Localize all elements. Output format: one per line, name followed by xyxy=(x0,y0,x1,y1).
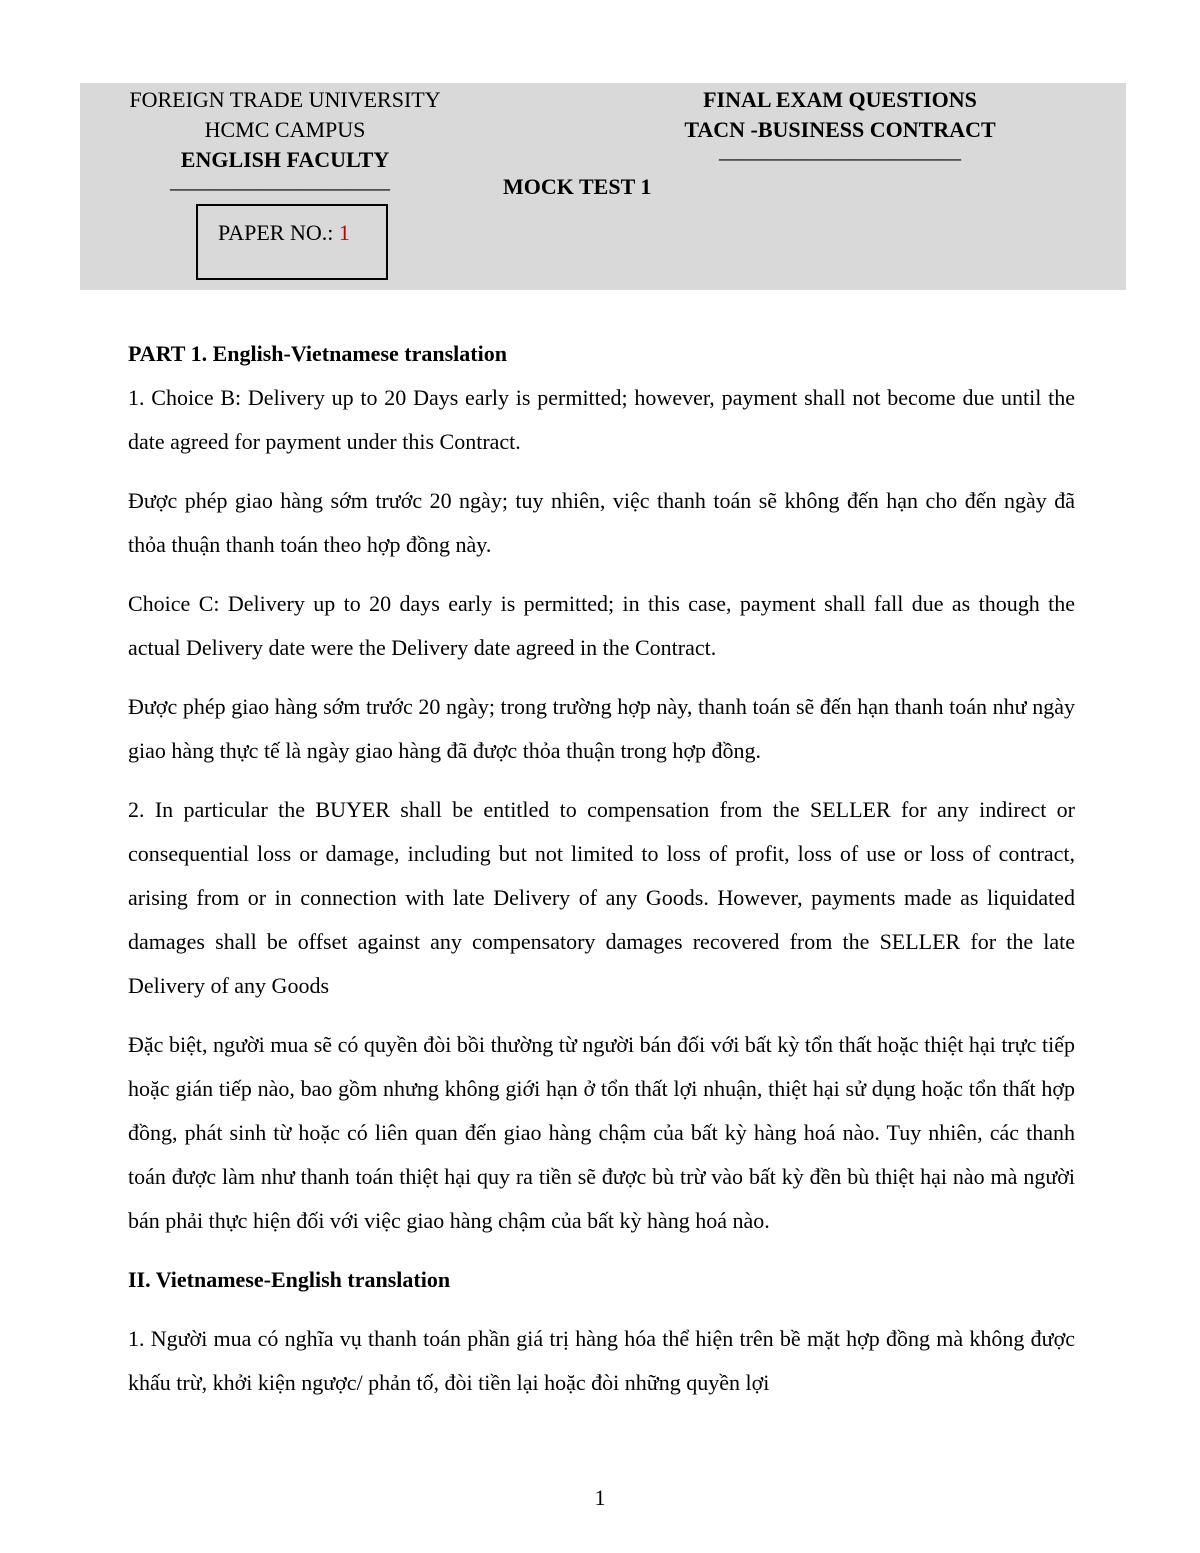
paper-number: 1 xyxy=(338,220,350,245)
exam-content xyxy=(128,332,1075,1405)
part1-q1-choice-c-en: Choice C: Delivery up to 20 days early is permitted; in this case, payment shall fall due as though the actual Delivery date were the Delivery date agreed in the Contract. xyxy=(128,591,1075,660)
part2-q1-vi: 1. Người mua có nghĩa vụ thanh toán phần giá trị hàng hóa thể hiện trên bề mặt hợp đồng mà không được khấu trừ, khởi kiện ngược/ phản tố, đòi tiền lại hoặc đòi những quyền lợi xyxy=(128,1326,1075,1395)
part1-heading: PART 1. English-Vietnamese translation xyxy=(128,341,507,366)
university-name: FOREIGN TRADE UNIVERSITY xyxy=(129,87,441,112)
page-number: 1 xyxy=(594,1485,606,1510)
part1-q2-en: 2. In particular the BUYER shall be entitled to compensation from the SELLER for any indirect or consequential loss or damage, including but not limited to loss of profit, loss of use or loss of contract, arising from or in connection with late Delivery of any Goods. However, payments made as liquidated damages shall be offset against any compensatory damages recovered from the SELLER for the late Delivery of any Goods xyxy=(128,797,1075,998)
paper-number-box xyxy=(196,204,388,280)
faculty-name: ENGLISH FACULTY xyxy=(180,147,390,172)
right-divider: ——————————— xyxy=(719,145,961,170)
part1-q1-choice-c-vi: Được phép giao hàng sớm trước 20 ngày; trong trường hợp này, thanh toán sẽ đến hạn thanh toán như ngày giao hàng thực tế là ngày giao hàng đã được thỏa thuận trong hợp đồng. xyxy=(128,694,1075,763)
left-divider: —————————— xyxy=(170,175,390,200)
part1-q1-choice-b-en: 1. Choice B: Delivery up to 20 Days early is permitted; however, payment shall not become due until the date agreed for payment under this Contract. xyxy=(128,385,1075,454)
part2-heading: II. Vietnamese-English translation xyxy=(128,1267,451,1292)
exam-header xyxy=(80,83,1126,290)
part1-q2-vi: Đặc biệt, người mua sẽ có quyền đòi bồi thường từ người bán đối với bất kỳ tổn thất hoặc thiệt hại trực tiếp hoặc gián tiếp nào, bao gồm nhưng không giới hạn ở tổn thất lợi nhuận, thiệt hại sử dụng hoặc tổn thất hợp đồng, phát sinh từ hoặc có liên quan đến giao hàng chậm của bất kỳ hàng hoá nào. Tuy nhiên, các thanh toán được làm như thanh toán thiệt hại quy ra tiền sẽ được bù trừ vào bất kỳ đền bù thiệt hại nào mà người bán phải thực hiện đối với việc giao hàng chậm của bất kỳ hàng hoá nào. xyxy=(128,1032,1075,1233)
campus-name: HCMC CAMPUS xyxy=(204,117,366,142)
paper-label: PAPER NO.: xyxy=(218,220,339,245)
part1-q1-choice-b-vi: Được phép giao hàng sớm trước 20 ngày; tuy nhiên, việc thanh toán sẽ không đến hạn cho đến ngày đã thỏa thuận thanh toán theo hợp đồng này. xyxy=(128,488,1075,557)
exam-subject: TACN -BUSINESS CONTRACT xyxy=(684,117,996,142)
mock-test-name: MOCK TEST 1 xyxy=(503,174,652,199)
exam-title: FINAL EXAM QUESTIONS xyxy=(703,87,977,112)
